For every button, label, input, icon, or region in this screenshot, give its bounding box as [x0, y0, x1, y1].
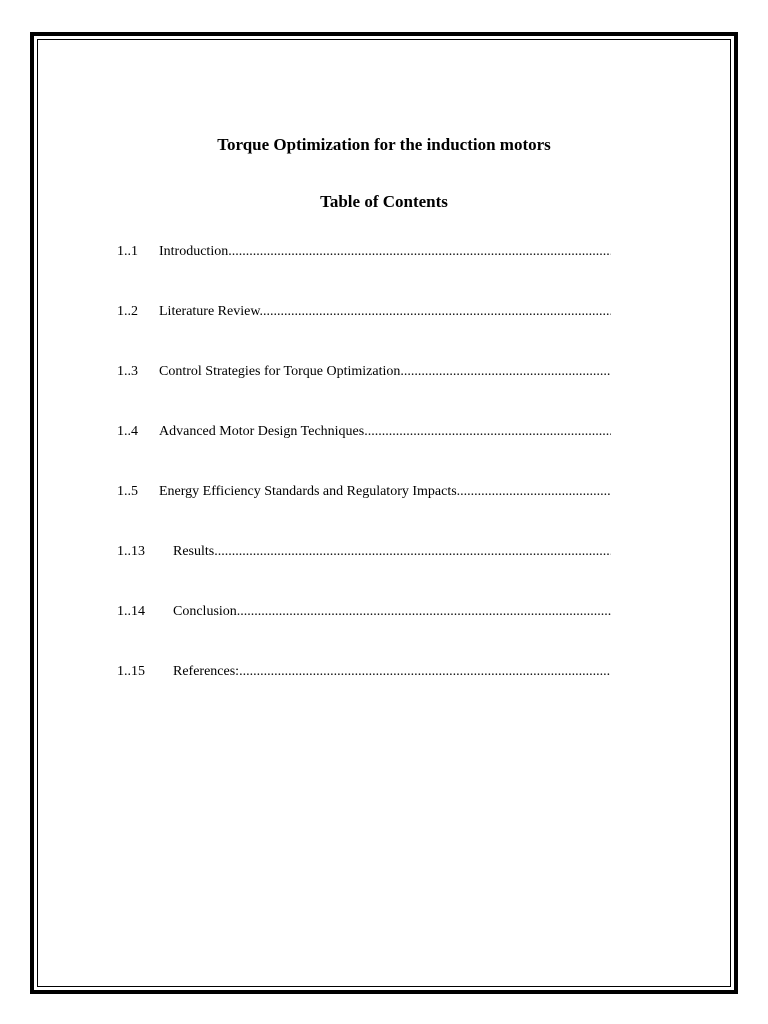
toc-entry-literature-review[interactable]	[117, 300, 611, 360]
toc-entry-line	[173, 540, 611, 564]
toc-heading: Table of Contents	[320, 192, 448, 211]
toc-entry-line	[173, 660, 611, 684]
toc-entry-number: 1..5	[117, 484, 138, 499]
toc-entry-number: 1..15	[117, 664, 145, 679]
toc-entry-line	[159, 300, 611, 324]
toc-entry-line	[159, 420, 611, 444]
toc-entry-label: Literature Review	[159, 304, 260, 319]
toc-entry-number: 1..3	[117, 364, 138, 379]
toc-entry-introduction[interactable]	[117, 240, 611, 300]
document-title: Torque Optimization for the induction motors	[217, 135, 551, 154]
toc-entry-label: Conclusion	[173, 604, 237, 619]
toc-entry-line	[159, 360, 611, 384]
toc-entry-references[interactable]	[117, 660, 611, 720]
toc-entry-line	[173, 600, 611, 624]
toc-entry-control-strategies[interactable]	[117, 360, 611, 420]
toc-entry-number: 1..2	[117, 304, 138, 319]
toc-entry-number: 1..1	[117, 244, 138, 259]
toc-entry-label: Advanced Motor Design Techniques	[159, 424, 365, 439]
toc-entry-label: References:	[173, 664, 240, 679]
toc-entry-label: Introduction	[159, 244, 229, 259]
toc-entry-energy-efficiency[interactable]	[117, 480, 611, 540]
toc-entry-label: Control Strategies for Torque Optimization	[159, 364, 401, 379]
toc-entry-number: 1..4	[117, 424, 138, 439]
toc-entry-line	[159, 240, 611, 264]
toc-entry-line	[159, 480, 611, 504]
toc-entry-motor-design[interactable]	[117, 420, 611, 480]
toc-entry-number: 1..14	[117, 604, 145, 619]
toc-entry-conclusion[interactable]	[117, 600, 611, 660]
toc-entry-results[interactable]	[117, 540, 611, 600]
toc-entry-label: Results	[173, 544, 215, 559]
toc-entry-number: 1..13	[117, 544, 145, 559]
table-of-contents	[117, 240, 611, 720]
toc-entry-label: Energy Efficiency Standards and Regulatory Impacts	[159, 484, 457, 499]
